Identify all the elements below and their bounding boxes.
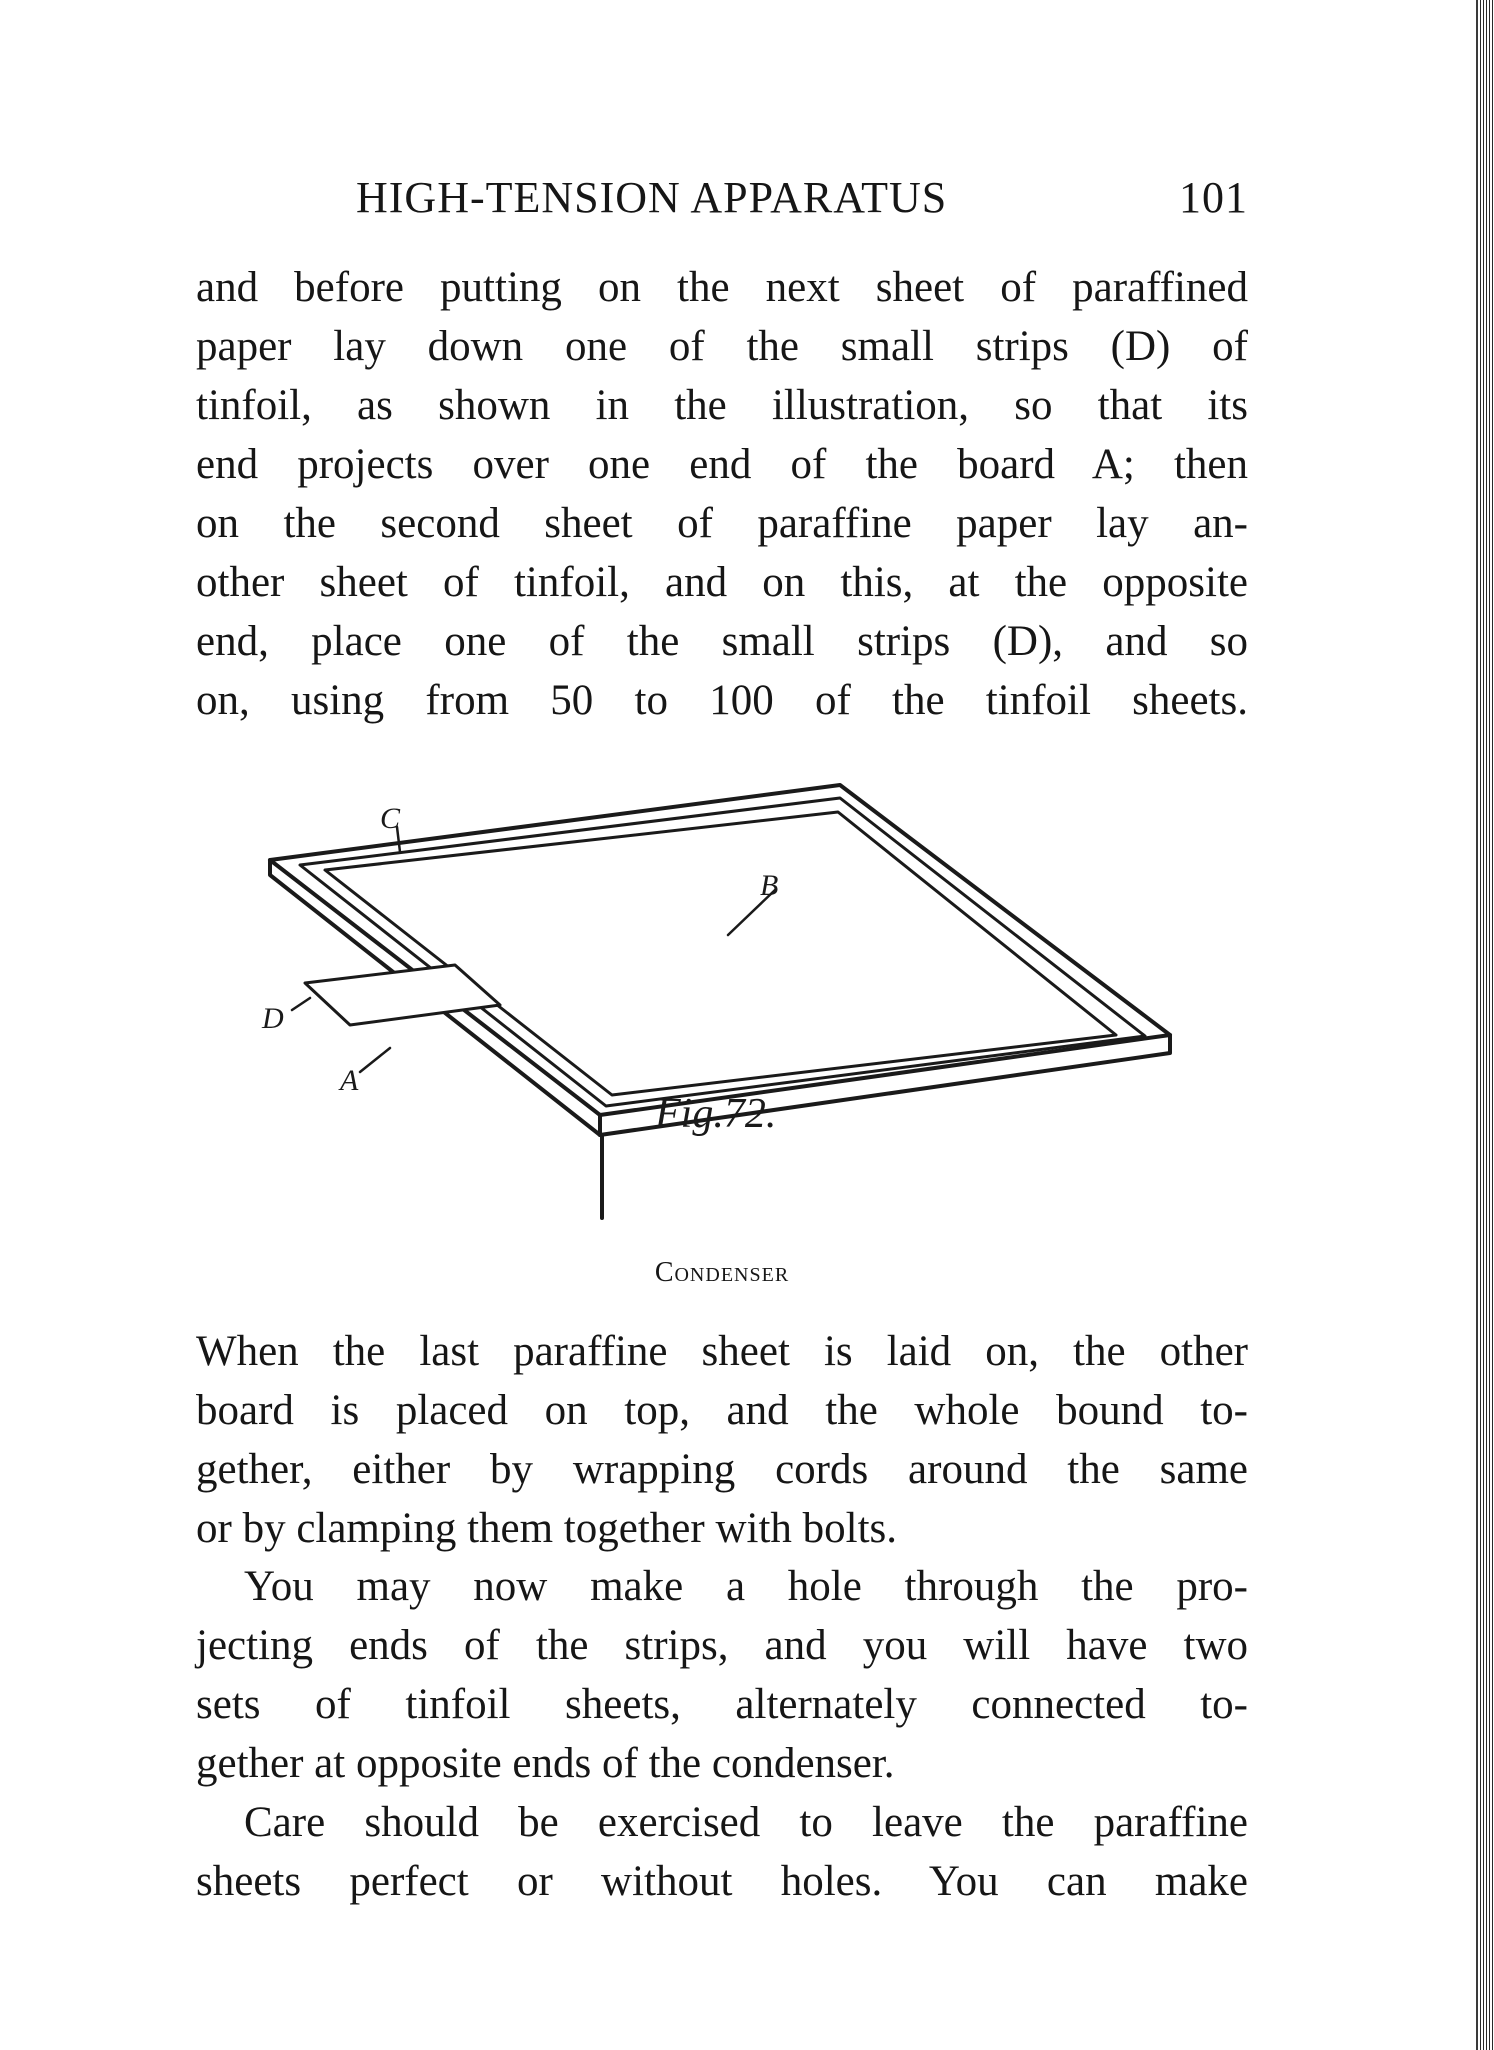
paragraph-3 [196, 1557, 1248, 1793]
text-line: gether at opposite ends of the condenser. [196, 1740, 895, 1787]
page-number: 101 [1179, 173, 1248, 222]
label-c: C [380, 802, 401, 835]
label-a: A [340, 1064, 359, 1097]
paragraph-4 [196, 1793, 1248, 1911]
text-line: on, using from 50 to 100 of the tinfoil sheets. [196, 677, 1248, 724]
text-line: or by clamping them together with bolts. [196, 1505, 898, 1552]
page-binding-edge [1480, 0, 1494, 2050]
text-line: sets of tinfoil sheets, alternately connected to- [196, 1681, 1248, 1728]
text-line: When the last paraffine sheet is laid on, the other [196, 1328, 1248, 1375]
text-line: paper lay down one of the small strips (D) of [196, 323, 1248, 370]
text-line: and before putting on the next sheet of paraffined [196, 264, 1248, 311]
text-line: Care should be exercised to leave the paraffine [244, 1799, 1248, 1846]
text-line: tinfoil, as shown in the illustration, so that its [196, 382, 1248, 429]
paragraph-1 [196, 258, 1248, 730]
condenser-illustration [250, 760, 1200, 1230]
text-line: other sheet of tinfoil, and on this, at the opposite [196, 559, 1248, 606]
page-binding-line [1476, 0, 1478, 2050]
text-line: You may now make a hole through the pro- [244, 1563, 1248, 1610]
figure-caption: Condenser [654, 1257, 790, 1288]
text-line: end, place one of the small strips (D), and so [196, 618, 1248, 665]
running-head [196, 172, 1248, 232]
label-d: D [262, 1002, 284, 1035]
text-line: board is placed on top, and the whole bound to- [196, 1387, 1248, 1434]
text-line: on the second sheet of paraffine paper lay an- [196, 500, 1248, 547]
leader-d [292, 998, 310, 1010]
text-line: end projects over one end of the board A; then [196, 441, 1248, 488]
text-line: gether, either by wrapping cords around the same [196, 1446, 1248, 1493]
figure-number: Fig.72. [655, 1091, 777, 1137]
text-line: jecting ends of the strips, and you will have two [196, 1622, 1248, 1669]
running-head-title: HIGH-TENSION APPARATUS [356, 173, 948, 222]
text-line: sheets perfect or without holes. You can make [196, 1858, 1248, 1905]
leader-a [360, 1048, 390, 1072]
label-b: B [760, 869, 779, 902]
paragraph-2 [196, 1322, 1248, 1558]
